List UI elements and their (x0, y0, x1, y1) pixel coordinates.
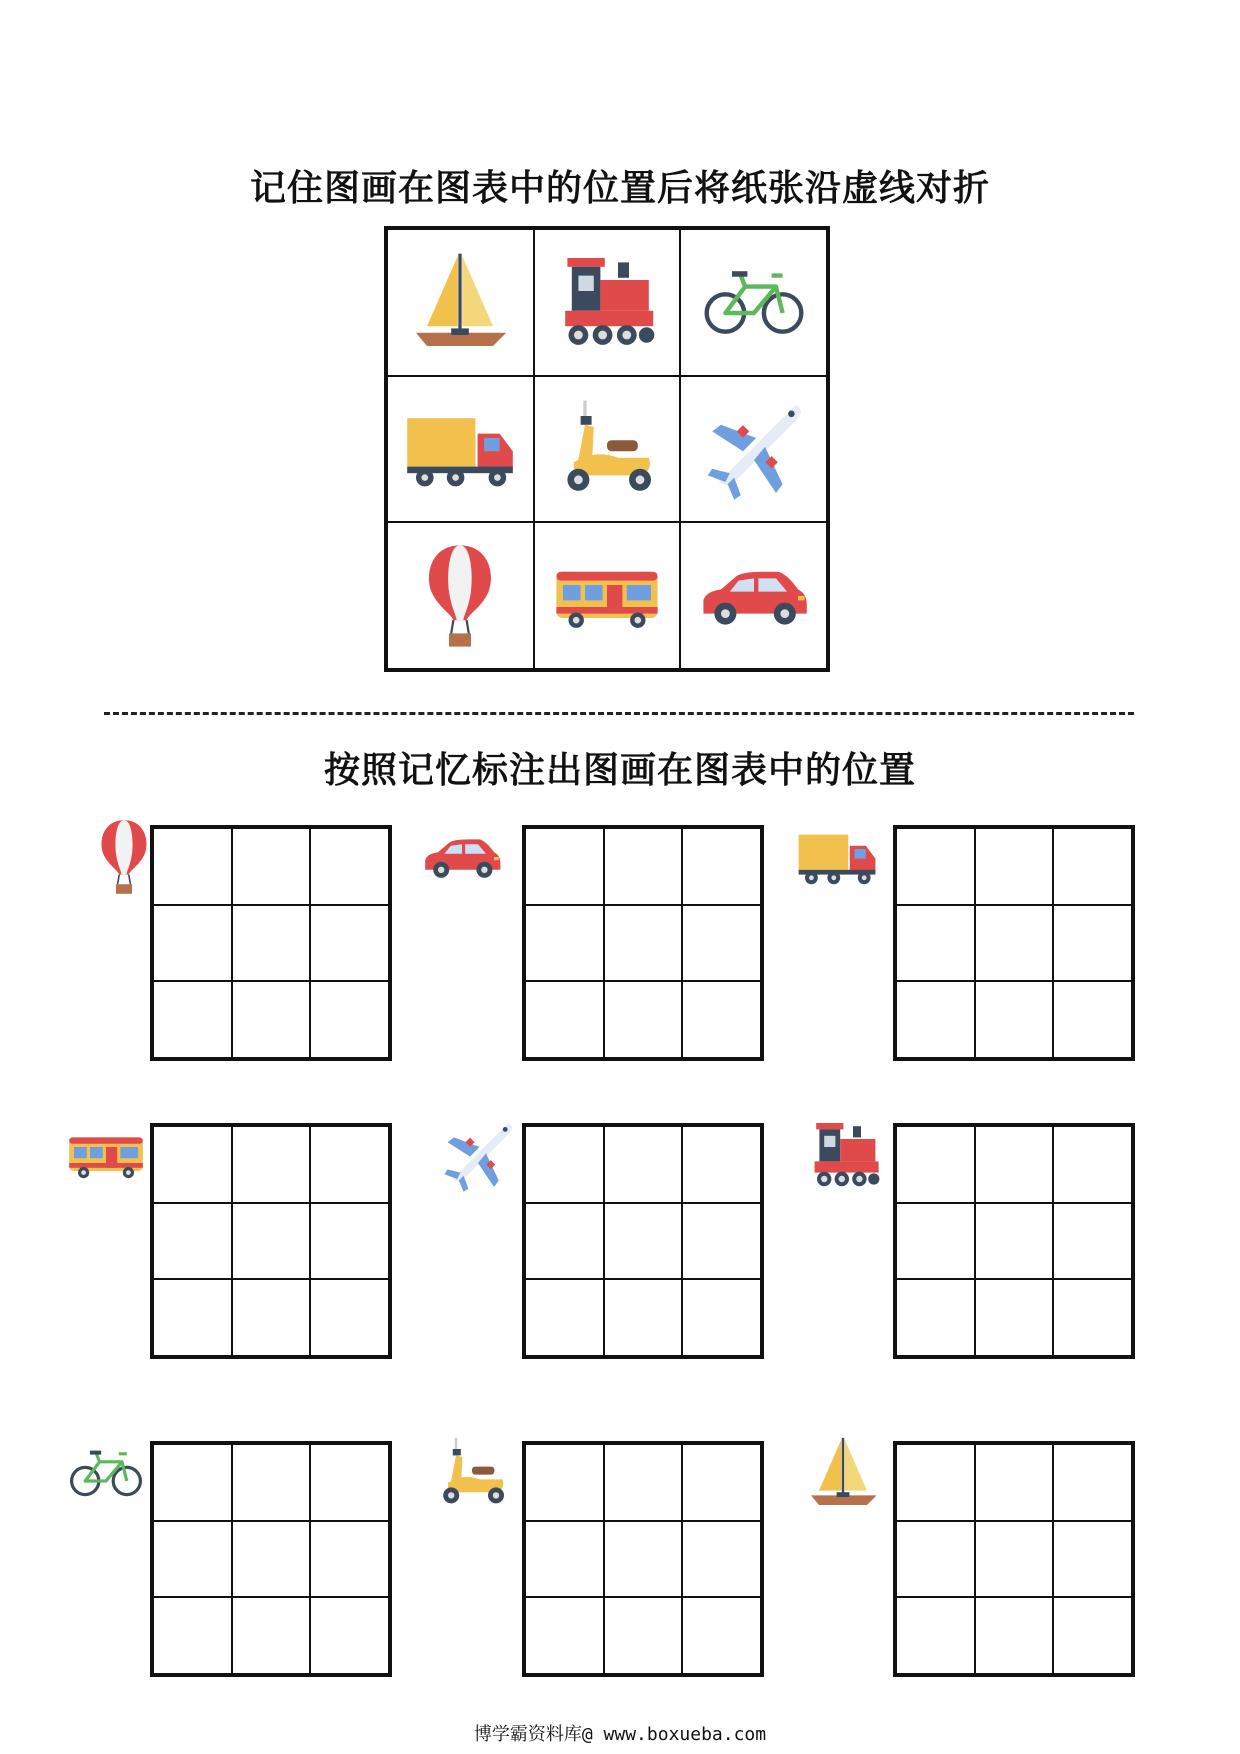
answer-cell[interactable] (682, 1444, 761, 1521)
answer-cell[interactable] (604, 1203, 683, 1280)
answer-grid-7 (150, 1441, 392, 1677)
answer-cell[interactable] (310, 828, 389, 905)
train-icon (805, 1115, 885, 1195)
answer-cell[interactable] (1053, 1126, 1132, 1203)
answer-cell[interactable] (232, 1444, 311, 1521)
answer-cell[interactable] (153, 1126, 232, 1203)
bicycle-icon (66, 1433, 146, 1513)
answer-grid-8 (522, 1441, 764, 1677)
answer-cell[interactable] (310, 1126, 389, 1203)
answer-cell[interactable] (896, 905, 975, 982)
answer-cell[interactable] (153, 1444, 232, 1521)
answer-cell[interactable] (153, 1597, 232, 1674)
memory-cell-hot-air-balloon (387, 522, 534, 669)
prompt-icon-6 (805, 1115, 885, 1195)
prompt-icon-2 (422, 817, 502, 897)
answer-cell[interactable] (682, 1597, 761, 1674)
answer-cell[interactable] (604, 1521, 683, 1598)
bus-icon (552, 541, 662, 651)
prompt-icon-8 (432, 1433, 512, 1513)
answer-cell[interactable] (975, 1203, 1054, 1280)
answer-cell[interactable] (1053, 828, 1132, 905)
answer-cell[interactable] (310, 1203, 389, 1280)
answer-cell[interactable] (604, 1279, 683, 1356)
memory-cell-airplane (680, 376, 827, 523)
memory-cell-bus (534, 522, 681, 669)
airplane-icon (699, 394, 809, 504)
memory-cell-truck (387, 376, 534, 523)
answer-cell[interactable] (232, 1203, 311, 1280)
answer-cell[interactable] (1053, 1279, 1132, 1356)
answer-cell[interactable] (975, 1521, 1054, 1598)
answer-cell[interactable] (153, 981, 232, 1058)
answer-cell[interactable] (896, 1203, 975, 1280)
answer-cell[interactable] (896, 1597, 975, 1674)
answer-grid-1 (150, 825, 392, 1061)
answer-cell[interactable] (975, 1279, 1054, 1356)
answer-cell[interactable] (682, 1521, 761, 1598)
answer-cell[interactable] (310, 1279, 389, 1356)
answer-cell[interactable] (682, 828, 761, 905)
answer-cell[interactable] (975, 1126, 1054, 1203)
sailboat-icon (405, 247, 515, 357)
answer-cell[interactable] (525, 1597, 604, 1674)
answer-cell[interactable] (525, 1521, 604, 1598)
answer-cell[interactable] (153, 1521, 232, 1598)
answer-cell[interactable] (682, 1279, 761, 1356)
answer-cell[interactable] (975, 828, 1054, 905)
bus-icon (66, 1115, 146, 1195)
memory-cell-car (680, 522, 827, 669)
answer-cell[interactable] (1053, 905, 1132, 982)
answer-cell[interactable] (1053, 981, 1132, 1058)
airplane-icon (438, 1115, 518, 1195)
answer-cell[interactable] (525, 905, 604, 982)
answer-cell[interactable] (232, 981, 311, 1058)
memory-grid (384, 226, 830, 672)
answer-cell[interactable] (232, 828, 311, 905)
answer-cell[interactable] (604, 1126, 683, 1203)
memory-cell-scooter (534, 376, 681, 523)
hot-air-balloon-icon (84, 817, 164, 897)
prompt-icon-9 (803, 1433, 883, 1513)
answer-cell[interactable] (232, 1521, 311, 1598)
answer-cell[interactable] (896, 981, 975, 1058)
memorize-instruction-title: 记住图画在图表中的位置后将纸张沿虚线对折 (249, 168, 990, 209)
footer-watermark: 博学霸资料库@ www.boxueba.com (473, 1724, 767, 1745)
answer-cell[interactable] (975, 905, 1054, 982)
fold-dashed-line (104, 712, 1134, 715)
answer-cell[interactable] (310, 1597, 389, 1674)
prompt-icon-4 (66, 1115, 146, 1195)
prompt-icon-3 (797, 817, 877, 897)
memory-cell-train (534, 229, 681, 376)
answer-cell[interactable] (604, 981, 683, 1058)
answer-cell[interactable] (310, 1521, 389, 1598)
answer-cell[interactable] (896, 828, 975, 905)
recall-instruction-title: 按照记忆标注出图画在图表中的位置 (323, 750, 916, 791)
answer-cell[interactable] (975, 1597, 1054, 1674)
train-icon (552, 247, 662, 357)
answer-cell[interactable] (896, 1126, 975, 1203)
answer-cell[interactable] (232, 1279, 311, 1356)
answer-cell[interactable] (153, 828, 232, 905)
answer-cell[interactable] (310, 981, 389, 1058)
answer-cell[interactable] (604, 1597, 683, 1674)
answer-cell[interactable] (232, 905, 311, 982)
answer-cell[interactable] (604, 905, 683, 982)
answer-cell[interactable] (896, 1521, 975, 1598)
answer-cell[interactable] (232, 1597, 311, 1674)
answer-cell[interactable] (682, 1126, 761, 1203)
car-icon (422, 817, 502, 897)
answer-grid-2 (522, 825, 764, 1061)
answer-cell[interactable] (896, 1279, 975, 1356)
answer-cell[interactable] (232, 1126, 311, 1203)
answer-cell[interactable] (310, 1444, 389, 1521)
answer-grid-6 (893, 1123, 1135, 1359)
answer-cell[interactable] (682, 905, 761, 982)
answer-grid-5 (522, 1123, 764, 1359)
scooter-icon (552, 394, 662, 504)
truck-icon (405, 394, 515, 504)
answer-cell[interactable] (525, 828, 604, 905)
answer-grid-9 (893, 1441, 1135, 1677)
scooter-icon (432, 1433, 512, 1513)
answer-cell[interactable] (525, 1279, 604, 1356)
answer-grid-3 (893, 825, 1135, 1061)
answer-cell[interactable] (1053, 1444, 1132, 1521)
answer-cell[interactable] (604, 828, 683, 905)
hot-air-balloon-icon (405, 541, 515, 651)
answer-cell[interactable] (1053, 1521, 1132, 1598)
memory-cell-bicycle (680, 229, 827, 376)
answer-cell[interactable] (896, 1444, 975, 1521)
prompt-icon-7 (66, 1433, 146, 1513)
memory-cell-sailboat (387, 229, 534, 376)
answer-cell[interactable] (1053, 1597, 1132, 1674)
answer-cell[interactable] (975, 1444, 1054, 1521)
answer-cell[interactable] (153, 1203, 232, 1280)
answer-cell[interactable] (682, 1203, 761, 1280)
answer-cell[interactable] (525, 981, 604, 1058)
prompt-icon-5 (438, 1115, 518, 1195)
answer-cell[interactable] (153, 1279, 232, 1356)
answer-cell[interactable] (310, 905, 389, 982)
answer-grid-4 (150, 1123, 392, 1359)
answer-cell[interactable] (604, 1444, 683, 1521)
answer-cell[interactable] (525, 1203, 604, 1280)
answer-cell[interactable] (153, 905, 232, 982)
answer-cell[interactable] (525, 1126, 604, 1203)
bicycle-icon (699, 247, 809, 357)
prompt-icon-1 (84, 817, 164, 897)
answer-cell[interactable] (682, 981, 761, 1058)
answer-cell[interactable] (975, 981, 1054, 1058)
answer-cell[interactable] (525, 1444, 604, 1521)
sailboat-icon (803, 1433, 883, 1513)
car-icon (699, 541, 809, 651)
answer-cell[interactable] (1053, 1203, 1132, 1280)
truck-icon (797, 817, 877, 897)
